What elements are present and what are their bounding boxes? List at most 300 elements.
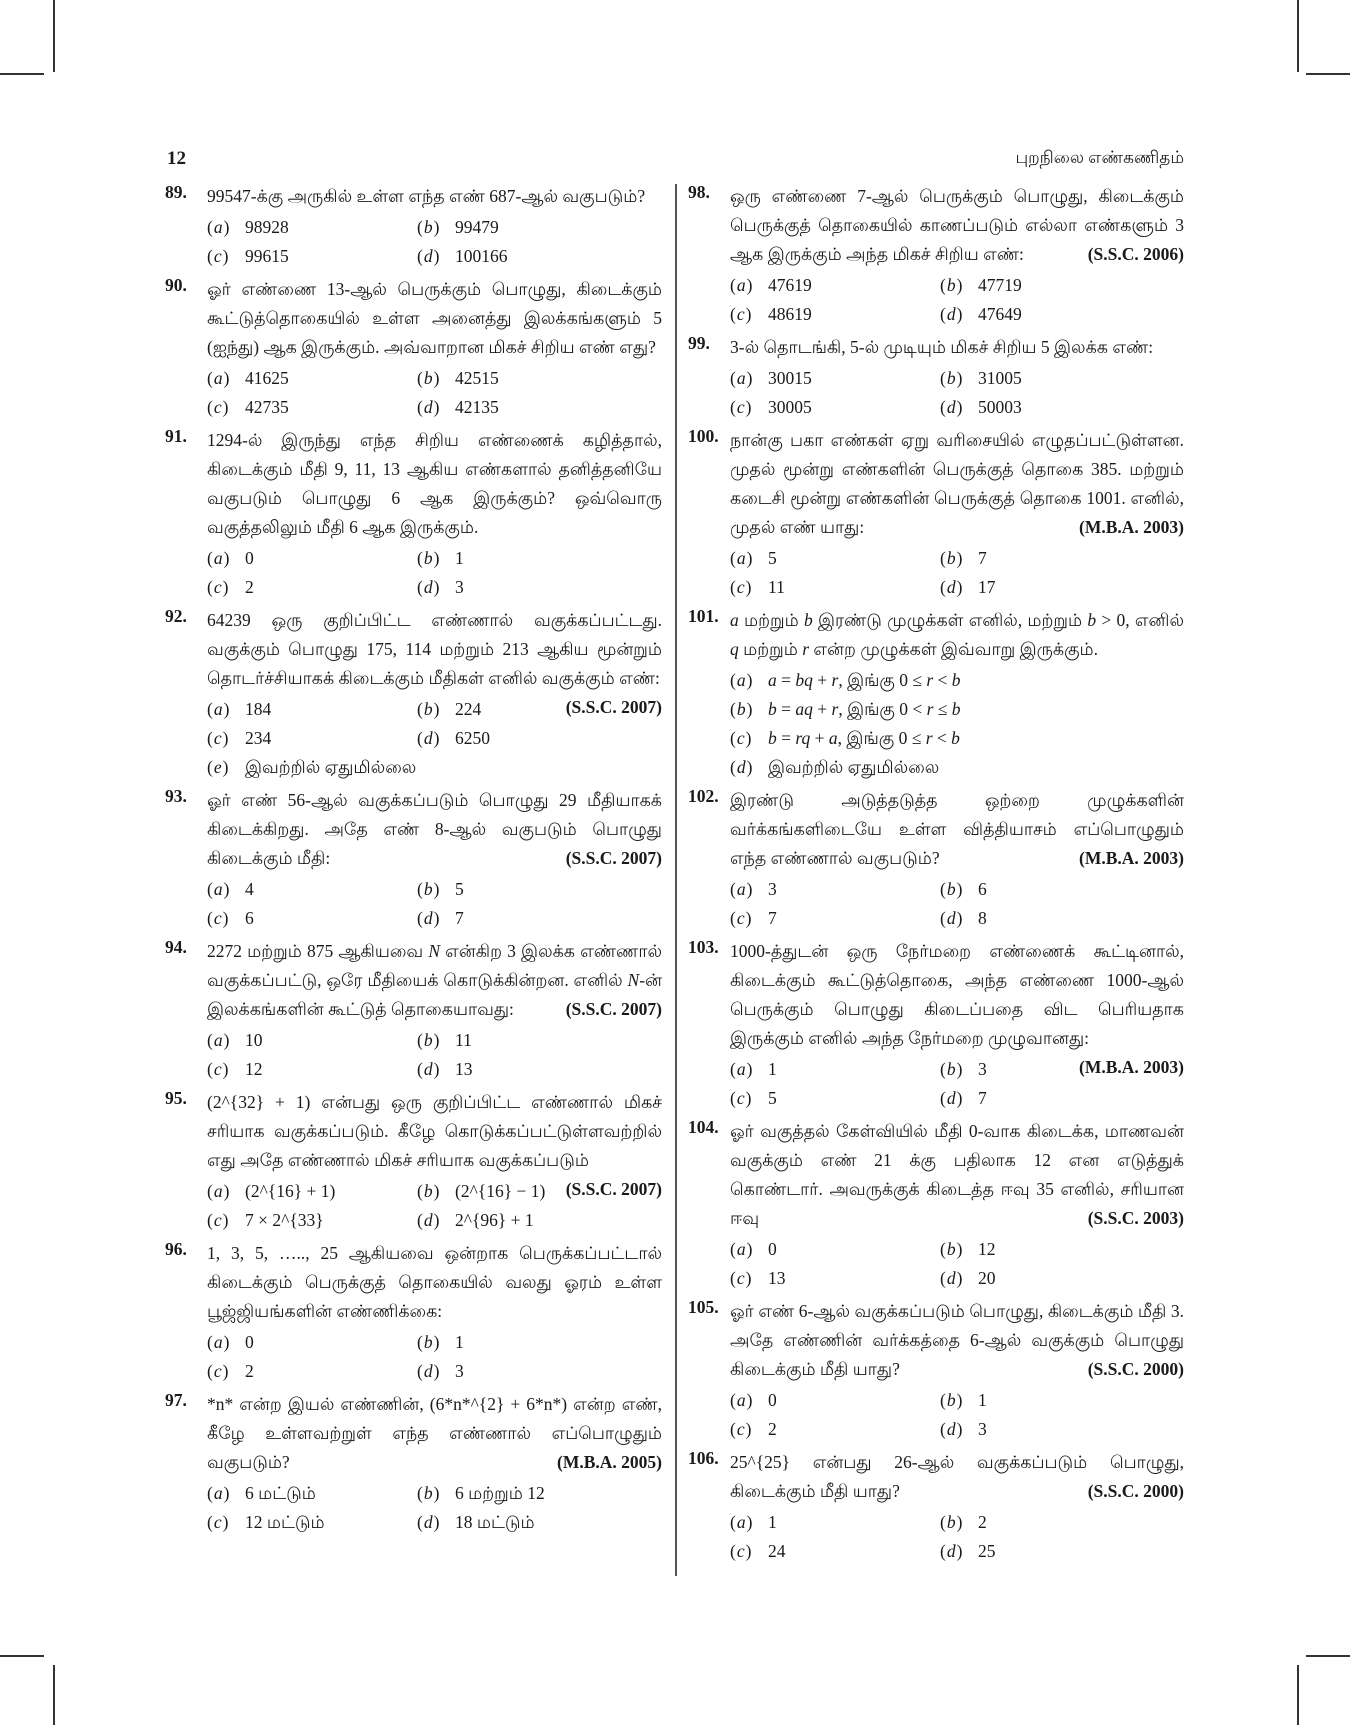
- option-letter: b: [946, 1390, 956, 1410]
- option-letter: b: [423, 1483, 433, 1503]
- option-value: 3: [455, 577, 464, 597]
- answer-option: [417, 364, 662, 393]
- question-item: [688, 1297, 1184, 1444]
- option-value: 13: [455, 1059, 473, 1079]
- option-label: (c): [207, 1059, 229, 1079]
- option-value: b = aq + r, இங்கு 0 < r ≤ b: [768, 699, 961, 719]
- option-letter: a: [736, 275, 746, 295]
- option-letter: c: [736, 908, 745, 928]
- option-letter: c: [213, 1059, 222, 1079]
- option-letter: d: [423, 1512, 433, 1532]
- option-value: 12 மட்டும்: [245, 1512, 325, 1532]
- option-label: (c): [207, 1512, 229, 1532]
- option-label: (d): [417, 1210, 440, 1230]
- question-item: [688, 182, 1184, 329]
- option-value: 6: [978, 879, 987, 899]
- option-letter: c: [213, 1210, 222, 1230]
- answer-option: [417, 544, 662, 573]
- option-value: 100166: [455, 246, 508, 266]
- question-item: [165, 606, 662, 782]
- answer-option: [417, 1328, 662, 1357]
- answer-option: [207, 213, 417, 242]
- option-label: (a): [730, 879, 753, 899]
- left-column: [165, 182, 662, 1541]
- answer-options: [207, 875, 662, 933]
- option-letter: c: [736, 1268, 745, 1288]
- question-number: 89.: [165, 182, 187, 202]
- answer-options: [207, 364, 662, 422]
- answer-options: [207, 213, 662, 271]
- question-number: 91.: [165, 426, 187, 446]
- option-value: 31005: [978, 368, 1022, 388]
- question-text: [207, 937, 662, 1024]
- answer-option: [417, 724, 556, 753]
- answer-option: [730, 393, 940, 422]
- option-label: (c): [207, 397, 229, 417]
- question-item: [165, 275, 662, 422]
- question-text: [730, 426, 1184, 542]
- option-label: (d): [417, 577, 440, 597]
- answer-options: [730, 364, 1184, 422]
- option-value: 42135: [455, 397, 499, 417]
- option-letter: b: [423, 548, 433, 568]
- answer-option: [207, 875, 417, 904]
- option-label: (b): [417, 368, 440, 388]
- answer-option: [940, 393, 1184, 422]
- option-value: a = bq + r, இங்கு 0 ≤ r < b: [768, 670, 961, 690]
- answer-options: [207, 1177, 556, 1235]
- question-number: 103.: [688, 937, 719, 957]
- question-item: [688, 937, 1184, 1113]
- option-label: (b): [940, 1059, 963, 1079]
- answer-option: [417, 213, 662, 242]
- option-value: 7: [768, 908, 777, 928]
- answer-options: [730, 1386, 1184, 1444]
- option-letter: d: [946, 1268, 956, 1288]
- option-value: 4: [245, 879, 254, 899]
- option-value: 18 மட்டும்: [455, 1512, 535, 1532]
- option-letter: a: [213, 1332, 223, 1352]
- answer-option: [207, 1328, 417, 1357]
- answer-option: [207, 1177, 417, 1206]
- answer-option: [417, 393, 662, 422]
- option-value: 10: [245, 1030, 263, 1050]
- exam-source: (S.S.C. 2003): [1087, 1208, 1184, 1228]
- question-text-content: 1000-த்துடன் ஒரு நேர்மறை எண்ணைக் கூட்டினால், கிடைக்கும் கூட்டுத்தொகை, அந்த எண்ணை 1000-ஆல் பெருக்கும் பொழுது கிடைப்பதை விட பெரியதாக இருக்கும் எனில் அந்த நேர்மறை முழுவானது:: [730, 941, 1184, 1048]
- option-letter: c: [736, 397, 745, 417]
- option-value: 47719: [978, 275, 1022, 295]
- option-letter: c: [213, 908, 222, 928]
- option-label: (d): [417, 397, 440, 417]
- option-value: 0: [245, 1332, 254, 1352]
- option-letter: d: [423, 397, 433, 417]
- option-value: 2: [245, 1361, 254, 1381]
- option-label: (a): [207, 699, 230, 719]
- column-divider: [675, 184, 677, 1576]
- running-head: புறநிலை எண்கணிதம்: [1015, 148, 1184, 167]
- answer-option: [730, 904, 940, 933]
- question-text: [730, 1297, 1184, 1384]
- exam-source: (S.S.C. 2007): [565, 697, 662, 717]
- option-label: (b): [940, 1390, 963, 1410]
- option-label: (d): [730, 757, 753, 777]
- question-text-content: 1, 3, 5, ….., 25 ஆகியவை ஒன்றாக பெருக்கப்பட்டால் கிடைக்கும் பெருக்குத் தொகையில் வலது ஓரம் உள்ள பூஜ்ஜியங்களின் எண்ணிக்கை:: [207, 1243, 662, 1321]
- option-label: (e): [207, 757, 229, 777]
- option-letter: d: [423, 577, 433, 597]
- answer-option: [940, 573, 1184, 602]
- question-text-content: (2^{32} + 1) என்பது ஒரு குறிப்பிட்ட எண்ணால் மிகச் சரியாக வகுக்கப்படும். கீழே கொடுக்கப்பட்டுள்ளவற்றில் எது அதே எண்ணால் மிகச் சரியாக வகுக்கப்படும்: [207, 1092, 662, 1170]
- option-value: 30015: [768, 368, 812, 388]
- right-column: [688, 182, 1184, 1570]
- option-letter: c: [736, 1088, 745, 1108]
- option-value: 1: [768, 1512, 777, 1532]
- option-label: (d): [417, 1512, 440, 1532]
- option-letter: a: [736, 1059, 746, 1079]
- question-item: [688, 426, 1184, 602]
- answer-options: [730, 666, 1184, 782]
- option-value: 5: [455, 879, 464, 899]
- answer-option: [207, 242, 417, 271]
- question-item: [165, 1088, 662, 1235]
- option-label: (c): [730, 728, 752, 748]
- option-letter: b: [423, 1332, 433, 1352]
- question-item: [688, 1117, 1184, 1293]
- question-text-content: 64239 ஒரு குறிப்பிட்ட எண்ணால் வகுக்கப்பட்டது. வகுக்கும் பொழுது 175, 114 மற்றும் 213 ஆகிய மூன்றும் தொடர்ச்சியாகக் கிடைக்கும் மீதிகள் எனில் வகுக்கும் எண்:: [207, 610, 662, 688]
- option-value: 13: [768, 1268, 786, 1288]
- option-letter: a: [213, 217, 223, 237]
- option-label: (a): [730, 368, 753, 388]
- option-letter: b: [946, 879, 956, 899]
- option-letter: c: [736, 1419, 745, 1439]
- option-value: (2^{16} − 1): [455, 1181, 546, 1201]
- page-number: 12: [167, 148, 186, 169]
- exam-source: (M.B.A. 2003): [1079, 848, 1184, 868]
- crop-mark: [0, 73, 44, 75]
- answer-option: [940, 1537, 1184, 1566]
- answer-option: [207, 393, 417, 422]
- option-value: (2^{16} + 1): [245, 1181, 336, 1201]
- option-letter: d: [946, 1419, 956, 1439]
- option-letter: b: [946, 368, 956, 388]
- option-value: 47619: [768, 275, 812, 295]
- option-letter: d: [946, 304, 956, 324]
- option-letter: c: [736, 577, 745, 597]
- question-item: [165, 426, 662, 602]
- question-item: [165, 182, 662, 271]
- question-text: [207, 1390, 662, 1477]
- option-label: (b): [940, 368, 963, 388]
- question-number: 104.: [688, 1117, 719, 1137]
- answer-options: [207, 695, 556, 782]
- option-letter: b: [423, 1181, 433, 1201]
- option-letter: a: [213, 548, 223, 568]
- option-label: (a): [730, 1059, 753, 1079]
- option-value: 20: [978, 1268, 996, 1288]
- option-value: 11: [768, 577, 785, 597]
- exam-source: (M.B.A. 2005): [557, 1452, 662, 1472]
- option-label: (b): [417, 1030, 440, 1050]
- option-value: 24: [768, 1541, 786, 1561]
- option-label: (c): [207, 908, 229, 928]
- option-letter: c: [736, 728, 745, 748]
- question-item: [688, 786, 1184, 933]
- answer-option: [417, 1479, 662, 1508]
- answer-option: [730, 364, 940, 393]
- question-text: [207, 786, 662, 873]
- question-text-content: ஓர் எண்ணை 13-ஆல் பெருக்கும் பொழுது, கிடைக்கும் கூட்டுத்தொகையில் உள்ள அனைத்து இலக்கங்களும் 5 (ஐந்து) ஆக இருக்கும். அவ்வாறான மிகச் சிறிய எண் எது?: [207, 279, 662, 357]
- option-value: இவற்றில் ஏதுமில்லை: [768, 757, 940, 777]
- question-text-content: 1294-ல் இருந்து எந்த சிறிய எண்ணைக் கழித்தால், கிடைக்கும் மீதி 9, 11, 13 ஆகிய எண்களால் தனித்தனியே வகுபடும் பொழுது 6 ஆக இருக்கும்? ஒவ்வொரு வகுத்தலிலும் மீதி 6 ஆக இருக்கும்.: [207, 430, 662, 537]
- answer-options: [207, 1026, 662, 1084]
- answer-option: [730, 1537, 940, 1566]
- option-label: (b): [940, 879, 963, 899]
- option-letter: b: [946, 275, 956, 295]
- option-label: (b): [417, 1483, 440, 1503]
- option-label: (d): [417, 246, 440, 266]
- question-item: [165, 786, 662, 933]
- answer-option: [207, 544, 417, 573]
- question-text-content: a மற்றும் b இரண்டு முழுக்கள் எனில், மற்றும் b > 0, எனில் q மற்றும் r என்ற முழுக்கள் இவ்வாறு இருக்கும்.: [730, 610, 1184, 659]
- option-value: 6 மற்றும் 12: [455, 1483, 545, 1503]
- option-letter: a: [213, 1030, 223, 1050]
- option-label: (b): [940, 275, 963, 295]
- option-label: (a): [730, 548, 753, 568]
- option-label: (c): [207, 1210, 229, 1230]
- question-item: [688, 333, 1184, 422]
- option-value: 6: [245, 908, 254, 928]
- exam-source: (M.B.A. 2003): [1079, 1057, 1184, 1077]
- option-value: 41625: [245, 368, 289, 388]
- crop-mark: [1297, 0, 1299, 72]
- answer-option: [207, 1357, 417, 1386]
- question-text-content: ஓர் எண் 56-ஆல் வகுக்கப்படும் பொழுது 29 மீதியாகக் கிடைக்கிறது. அதே எண் 8-ஆல் வகுபடும் பொழுது கிடைக்கும் மீதி:: [207, 790, 662, 868]
- answer-option: [730, 1386, 940, 1415]
- option-letter: a: [736, 548, 746, 568]
- question-text: [730, 937, 1184, 1077]
- option-label: (c): [730, 1268, 752, 1288]
- question-item: [165, 937, 662, 1084]
- option-letter: c: [213, 397, 222, 417]
- question-number: 106.: [688, 1448, 719, 1468]
- option-label: (b): [940, 1239, 963, 1259]
- option-letter: a: [736, 670, 746, 690]
- option-value: 5: [768, 548, 777, 568]
- answer-option: [940, 300, 1184, 329]
- option-value: 12: [978, 1239, 996, 1259]
- option-value: 3: [455, 1361, 464, 1381]
- option-label: (a): [207, 1181, 230, 1201]
- option-letter: b: [423, 699, 433, 719]
- question-text: [730, 333, 1184, 362]
- answer-option: [730, 753, 1184, 782]
- answer-option: [207, 1508, 417, 1537]
- option-letter: a: [213, 1181, 223, 1201]
- option-value: 184: [245, 699, 272, 719]
- question-item: [165, 1239, 662, 1386]
- question-text: [730, 1117, 1184, 1233]
- question-number: 93.: [165, 786, 187, 806]
- question-text-content: 3-ல் தொடங்கி, 5-ல் முடியும் மிகச் சிறிய 5 இலக்க எண்:: [730, 337, 1154, 357]
- option-letter: a: [213, 368, 223, 388]
- question-number: 95.: [165, 1088, 187, 1108]
- answer-option: [730, 695, 1184, 724]
- question-number: 98.: [688, 182, 710, 202]
- option-value: 50003: [978, 397, 1022, 417]
- answer-option: [730, 666, 1184, 695]
- option-letter: a: [736, 1512, 746, 1532]
- answer-option: [417, 1357, 662, 1386]
- question-text: [730, 786, 1184, 873]
- option-letter: b: [423, 217, 433, 237]
- option-letter: d: [946, 1541, 956, 1561]
- answer-option: [207, 724, 417, 753]
- option-value: 98928: [245, 217, 289, 237]
- answer-option: [417, 1055, 662, 1084]
- answer-options: [730, 875, 1184, 933]
- answer-option: [730, 1508, 940, 1537]
- option-letter: c: [736, 1541, 745, 1561]
- option-label: (c): [730, 908, 752, 928]
- option-value: 2: [768, 1419, 777, 1439]
- answer-option: [730, 1235, 940, 1264]
- question-text-content: ஒரு எண்ணை 7-ஆல் பெருக்கும் பொழுது, கிடைக்கும் பெருக்குத் தொகையில் காணப்படும் எல்லா எண்களும் 3 ஆக இருக்கும் அந்த மிகச் சிறிய எண்:: [730, 186, 1184, 264]
- option-label: (a): [730, 1512, 753, 1532]
- option-label: (b): [417, 217, 440, 237]
- option-letter: a: [213, 699, 223, 719]
- option-letter: a: [736, 879, 746, 899]
- option-label: (b): [417, 1181, 440, 1201]
- answer-option: [730, 1415, 940, 1444]
- option-label: (d): [940, 304, 963, 324]
- answer-option: [940, 364, 1184, 393]
- question-number: 101.: [688, 606, 719, 626]
- option-letter: d: [423, 1210, 433, 1230]
- question-number: 102.: [688, 786, 719, 806]
- option-letter: c: [213, 1361, 222, 1381]
- option-label: (b): [940, 1512, 963, 1532]
- option-value: 3: [768, 879, 777, 899]
- answer-option: [417, 695, 556, 724]
- option-label: (b): [730, 699, 753, 719]
- option-value: இவற்றில் ஏதுமில்லை: [245, 757, 417, 777]
- option-label: (a): [730, 275, 753, 295]
- option-value: 6250: [455, 728, 490, 748]
- option-label: (b): [417, 548, 440, 568]
- option-label: (c): [207, 1361, 229, 1381]
- question-number: 100.: [688, 426, 719, 446]
- option-label: (d): [940, 908, 963, 928]
- option-label: (c): [730, 304, 752, 324]
- option-letter: a: [213, 879, 223, 899]
- question-text-content: ஓர் வகுத்தல் கேள்வியில் மீதி 0-வாக கிடைக்க, மாணவன் வகுக்கும் எண் 21 க்கு பதிலாக 12 என எடுத்துக் கொண்டார். அவருக்குக் கிடைத்த ஈவு 35 எனில், சரியான ஈவு: [730, 1121, 1184, 1228]
- answer-option: [207, 695, 417, 724]
- option-letter: a: [213, 1483, 223, 1503]
- option-label: (c): [207, 728, 229, 748]
- answer-option: [940, 544, 1184, 573]
- option-value: 2: [245, 577, 254, 597]
- option-value: 7 × 2^{33}: [245, 1210, 324, 1230]
- question-number: 96.: [165, 1239, 187, 1259]
- option-value: 1: [768, 1059, 777, 1079]
- answer-option: [417, 1206, 556, 1235]
- answer-option: [730, 573, 940, 602]
- answer-option: [730, 1084, 940, 1113]
- exam-source: (S.S.C. 2007): [565, 848, 662, 868]
- exam-source: (S.S.C. 2000): [1087, 1481, 1184, 1501]
- answer-option: [207, 1479, 417, 1508]
- option-letter: c: [213, 1512, 222, 1532]
- option-label: (a): [730, 1390, 753, 1410]
- option-label: (d): [940, 1088, 963, 1108]
- option-value: 99615: [245, 246, 289, 266]
- option-value: 11: [455, 1030, 472, 1050]
- option-letter: d: [423, 728, 433, 748]
- option-value: 25: [978, 1541, 996, 1561]
- question-number: 99.: [688, 333, 710, 353]
- question-text: [730, 606, 1184, 664]
- question-text-content: இரண்டு அடுத்தடுத்த ஒற்றை முழுக்களின் வர்க்கங்களிடையே உள்ள வித்தியாசம் எப்பொழுதும் எந்த எண்ணால் வகுபடும்?: [730, 790, 1184, 868]
- option-value: 2^{96} + 1: [455, 1210, 534, 1230]
- option-label: (a): [207, 548, 230, 568]
- option-label: (c): [207, 577, 229, 597]
- question-text: [207, 182, 662, 211]
- option-value: 42735: [245, 397, 289, 417]
- question-number: 92.: [165, 606, 187, 626]
- option-letter: d: [423, 1361, 433, 1381]
- option-label: (a): [730, 670, 753, 690]
- answer-option: [417, 573, 662, 602]
- answer-options: [207, 544, 662, 602]
- question-text-content: ஓர் எண் 6-ஆல் வகுக்கப்படும் பொழுது, கிடைக்கும் மீதி 3. அதே எண்ணின் வர்க்கத்தை 6-ஆல் வகுக்கும் பொழுது கிடைக்கும் மீதி யாது?: [730, 1301, 1184, 1379]
- option-letter: a: [736, 1239, 746, 1259]
- option-value: 0: [768, 1390, 777, 1410]
- answer-option: [417, 904, 662, 933]
- option-value: b = rq + a, இங்கு 0 ≤ r < b: [768, 728, 960, 748]
- answer-options: [207, 1328, 662, 1386]
- option-label: (a): [207, 1030, 230, 1050]
- answer-option: [940, 1084, 1069, 1113]
- answer-option: [940, 271, 1184, 300]
- option-label: (c): [730, 1419, 752, 1439]
- option-label: (a): [207, 879, 230, 899]
- answer-option: [207, 1026, 417, 1055]
- option-value: 3: [978, 1419, 987, 1439]
- answer-option: [207, 364, 417, 393]
- exam-source: (M.B.A. 2003): [1079, 517, 1184, 537]
- question-text-content: *n* என்ற இயல் எண்ணின், (6*n*^{2} + 6*n*) என்ற எண், கீழே உள்ளவற்றுள் எந்த எண்ணால் எப்பொழுதும் வகுபடும்?: [207, 1394, 662, 1472]
- option-value: 7: [978, 1088, 987, 1108]
- answer-options: [207, 1479, 662, 1537]
- option-letter: a: [736, 1390, 746, 1410]
- answer-option: [207, 904, 417, 933]
- option-letter: b: [423, 368, 433, 388]
- answer-options: [730, 271, 1184, 329]
- option-value: 1: [455, 1332, 464, 1352]
- answer-option: [207, 1055, 417, 1084]
- question-item: [688, 1448, 1184, 1566]
- crop-mark: [1306, 1655, 1350, 1657]
- option-letter: b: [946, 1059, 956, 1079]
- question-number: 90.: [165, 275, 187, 295]
- option-label: (b): [940, 548, 963, 568]
- answer-option: [730, 1264, 940, 1293]
- option-letter: b: [736, 699, 746, 719]
- option-value: 3: [978, 1059, 987, 1079]
- answer-option: [417, 1177, 556, 1206]
- answer-options: [730, 1235, 1184, 1293]
- question-text-content: 99547-க்கு அருகில் உள்ள எந்த எண் 687-ஆல் வகுபடும்?: [207, 186, 646, 206]
- option-label: (d): [940, 1268, 963, 1288]
